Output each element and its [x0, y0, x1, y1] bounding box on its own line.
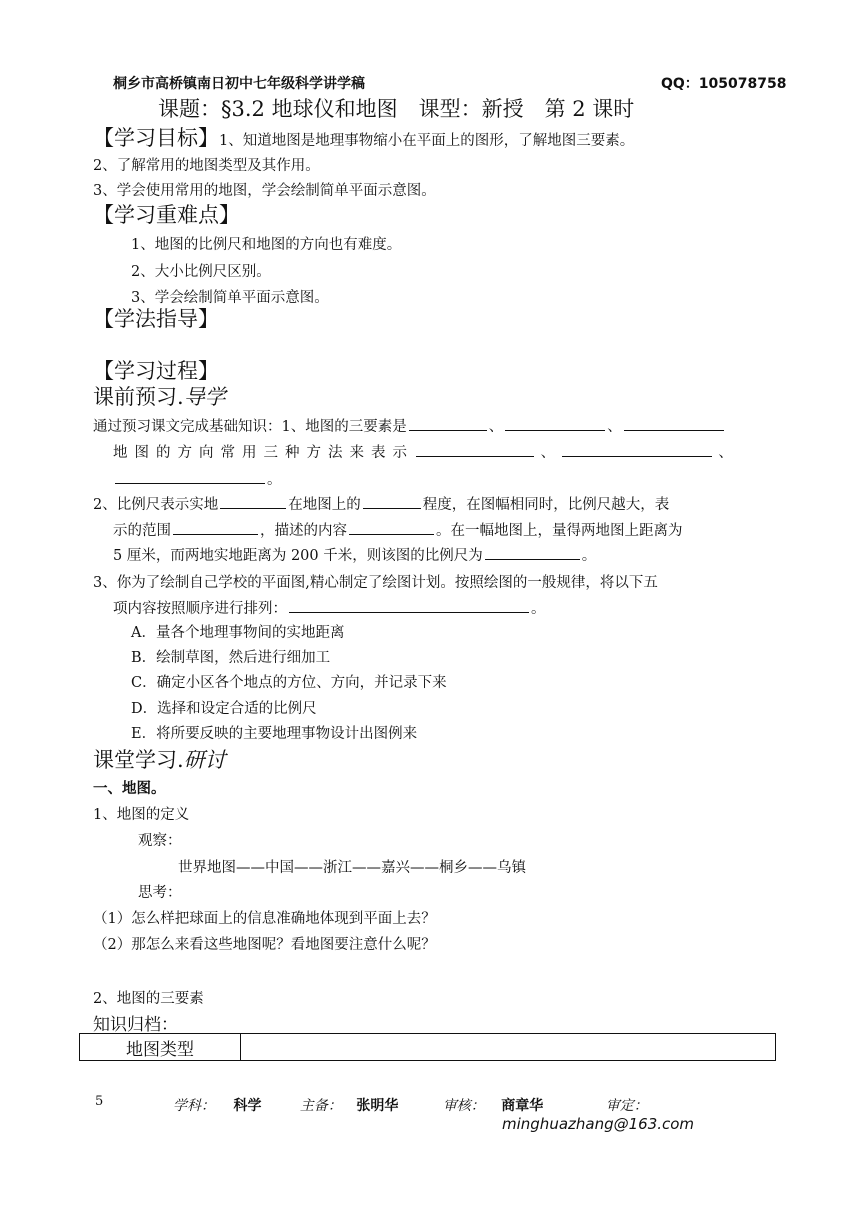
blank	[173, 533, 258, 535]
footer-credits	[173, 1095, 648, 1115]
blank	[220, 507, 286, 509]
table-row	[80, 1034, 776, 1061]
keypoint-item: 3、学会绘制简单平面示意图。	[131, 290, 329, 306]
preview-q2-text: ，描述的内容	[260, 523, 347, 539]
header-school: 桐乡市高桥镇南日初中七年级科学讲学稿	[113, 76, 365, 92]
preview-q1-line3: 。	[113, 468, 282, 489]
preview-heading-text: 课前预习.	[93, 385, 184, 409]
preview-q2-text: 示的范围	[113, 523, 171, 539]
preview-q1-text: 通过预习课文完成基础知识：1、地图的三要素是	[93, 419, 407, 435]
preview-q2-text: 。在一幅地图上，量得两地图上距离为	[436, 523, 683, 539]
preview-q1-direction: 地图的方向常用三种方法来表示	[113, 445, 414, 461]
subject-value: 科学	[233, 1098, 262, 1114]
prep-label: 主备：	[299, 1098, 342, 1114]
objective-item: 2、了解常用的地图类型及其作用。	[93, 158, 320, 174]
lesson-title: 课题：§3.2 地球仪和地图 课型：新授 第 2 课时	[158, 97, 635, 121]
map-definition: 1、地图的定义	[93, 807, 190, 823]
think-question-2: （2）那怎么来看这些地图呢？看地图要注意什么呢？	[93, 937, 436, 953]
blank	[562, 455, 712, 457]
preview-heading	[93, 381, 226, 411]
objective-item: 1、知道地图是地理事物缩小在平面上的图形，了解地图三要素。	[219, 133, 635, 149]
blank	[349, 533, 434, 535]
preview-q1-line1: 通过预习课文完成基础知识：1、地图的三要素是 、 、	[93, 415, 726, 436]
classroom-heading-italic: 研讨	[183, 748, 226, 772]
page-number: 5	[95, 1094, 104, 1109]
option-b: B．绘制草图，然后进行细加工	[131, 650, 331, 666]
classroom-heading-text: 课堂学习.	[93, 748, 184, 772]
option-d: D．选择和设定合适的比例尺	[131, 701, 317, 717]
preview-q2-line2	[113, 519, 683, 540]
objective-item: 3、学会使用常用的地图，学会绘制简单平面示意图。	[93, 183, 436, 199]
preview-q2-line1	[93, 493, 669, 514]
keypoint-item: 1、地图的比例尺和地图的方向也有难度。	[131, 237, 402, 253]
map-elements: 2、地图的三要素	[93, 991, 204, 1007]
section-1: 一、地图。	[93, 780, 166, 797]
observe-label: 观察：	[138, 833, 182, 849]
approve-label: 审定：	[605, 1098, 648, 1114]
knowledge-archive: 知识归档：	[93, 1015, 178, 1035]
preview-q1-line2: 地图的方向常用三种方法来表示 、 、	[113, 445, 733, 461]
preview-q3-line2: 项内容按照顺序进行排列： 。	[113, 601, 546, 617]
preview-q2-text: 程度，在图幅相同时，比例尺越大，表	[422, 497, 670, 513]
header-qq: QQ：105078758	[661, 76, 787, 92]
method-heading: 【学法指导】	[93, 307, 219, 331]
blank	[485, 558, 580, 560]
process-heading: 【学习过程】	[93, 359, 219, 383]
table-cell-label: 地图类型	[80, 1034, 241, 1061]
blank	[409, 429, 487, 431]
preview-q2-text: 2、比例尺表示实地	[93, 497, 219, 513]
blank	[505, 429, 605, 431]
think-label: 思考：	[138, 885, 182, 901]
blank	[289, 611, 529, 613]
preview-q3-line1: 3、你为了绘制自己学校的平面图,精心制定了绘图计划。按照绘图的一般规律，将以下五	[93, 575, 658, 591]
blank	[115, 482, 265, 484]
knowledge-table	[79, 1033, 776, 1061]
option-e: E．将所要反映的主要地理事物设计出图例来	[131, 726, 418, 742]
keypoints-heading: 【学习重难点】	[93, 203, 240, 227]
review-value: 商章华	[501, 1098, 544, 1114]
option-a: A．量各个地理事物间的实地距离	[131, 625, 345, 641]
blank	[416, 455, 534, 457]
blank	[363, 507, 421, 509]
preview-q2-text: 5 厘米，而两地实地距离为 200 千米，则该图的比例尺为	[113, 548, 483, 564]
footer-email: minghuazhang@163.com	[502, 1115, 695, 1133]
preview-q2-text: 在地图上的	[288, 497, 361, 513]
preview-q3-text: 项内容按照顺序进行排列：	[113, 601, 287, 617]
keypoint-item: 2、大小比例尺区别。	[131, 264, 271, 280]
objectives-heading: 【学习目标】	[93, 126, 219, 150]
prep-value: 张明华	[356, 1098, 399, 1114]
preview-heading-italic: 导学	[183, 385, 226, 409]
objectives-line1	[93, 122, 634, 152]
option-c: C．确定小区各个地点的方位、方向，并记录下来	[131, 675, 447, 691]
subject-label: 学科：	[173, 1098, 215, 1114]
map-chain: 世界地图——中国——浙江——嘉兴——桐乡——乌镇	[178, 860, 526, 876]
review-label: 审核：	[442, 1098, 485, 1114]
classroom-heading	[93, 744, 226, 774]
table-cell-value	[241, 1034, 776, 1061]
think-question-1: （1）怎么样把球面上的信息准确地体现到平面上去？	[93, 911, 436, 927]
blank	[624, 429, 724, 431]
preview-q2-line3: 5 厘米，而两地实地距离为 200 千米，则该图的比例尺为 。	[113, 548, 597, 564]
